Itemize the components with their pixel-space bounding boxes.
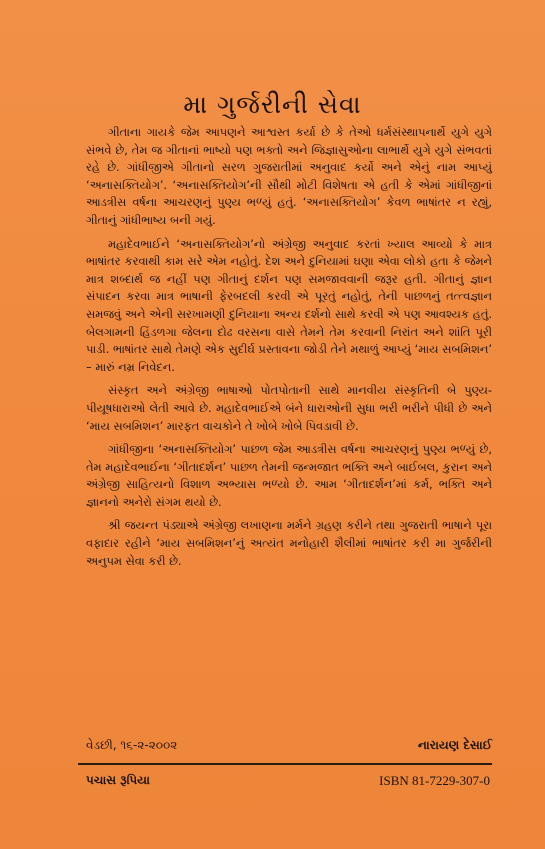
- place-date: વેડછી, ૧૬-૨-૨૦૦૨: [86, 738, 178, 752]
- paragraph-3: સંસ્કૃત અને અંગ્રેજી ભાષાઓ પોતપોતાની સાથે માનવીય સંસ્કૃતિની બે પુણ્ય-પીયૂષધારાઓ લેતી આવે છે. મહાદેવભાઈએ બંને ધારાઓની સુધા ભરી ભરીને પીધી છે અને ‘માય સબમિશન’ મારફત વાચકોને તે ખોબે ખોબે પિવડાવી છે.: [86, 383, 492, 433]
- divider: [78, 763, 492, 765]
- author-signature: નારાયણ દેસાઈ: [417, 738, 492, 752]
- paragraph-2: મહાદેવભાઈને ‘અનાસક્તિયોગ’નો અંગ્રેજી અનુવાદ કરતાં ખ્યાલ આવ્યો કે માત્ર ભાષાંતર કરવાથી કામ સરે એમ નહોતું. દેશ અને દુનિયામાં ઘણા એવા લોકો હતા કે જેમને માત્ર શબ્દાર્થ જ નહીં પણ ગીતાનું દર્શન પણ સમજાવવાની જરૂર હતી. ગીતાનું જ્ઞાન સંપાદન કરવા માત્ર ભાષાની ફેરબદલી કરવી એ પૂરતું નહોતું, તેની પાછળનું તત્ત્વજ્ઞાન સમજવું અને એની સરખામણી દુનિયાના અન્ય દર્શનો સાથે કરવી એ પણ આવશ્યક હતું. બેલગામની હિંડળગા જેલના દોઢ વરસના વાસે તેમને તેમ કરવાની નિરાંત અને શાંતિ પૂરી પાડી. ભાષાંતર સાથે તેમણે એક સુદીર્ઘ પ્રસ્તાવના જોડી તેને મથાળું આપ્યું ‘માય સબમિશન’ – મારું નમ્ર નિવેદન.: [86, 236, 492, 374]
- signature-line: [86, 738, 492, 753]
- price: પચાસ રૂપિયા: [86, 773, 150, 787]
- paragraph-4: ગાંધીજીના ‘અનાસક્તિયોગ’ પાછળ જેમ આડત્રીસ વર્ષના આચરણનું પુણ્ય ભળ્યું છે, તેમ મહાદેવભાઈના ‘ગીતાદર્શન’ પાછળ તેમની જન્મજાત ભક્તિ અને બાઈબલ, કુરાન અને અંગ્રેજી સાહિત્યનો વિશાળ અભ્યાસ ભળ્યો છે. આમ ‘ગીતાદર્શન’માં કર્મ, ભક્તિ અને જ્ઞાનનો અનેરો સંગમ થયો છે.: [86, 442, 492, 509]
- paragraph-5: શ્રી જયન્ત પંડ્યાએ અંગ્રેજી લખાણના મર્મને ગ્રહણ કરીને તથા ગુજરાતી ભાષાને પૂરા વફાદાર રહીને ‘માય સબમિશન’નું અત્યંત મનોહારી શૈલીમાં ભાષાંતર કરી મા ગુર્જરીની અનુપમ સેવા કરી છે.: [86, 518, 492, 568]
- isbn: ISBN 81-7229-307-0: [379, 773, 490, 788]
- paragraph-1: ગીતાના ગાયકે જેમ આપણને આશ્વસ્ત કર્યા છે કે તેઓ ધર્મસંસ્થાપનાર્થે યુગે યુગે સંભવે છે, તેમ જ ગીતાનાં ભાષ્યો પણ ભક્તો અને જિજ્ઞાસુઓના લાભાર્થે યુગે યુગે સંભવતાં રહે છે. ગાંધીજીએ ગીતાનો સરળ ગુજરાતીમાં અનુવાદ કર્યો અને એનું નામ આપ્યું ‘અનાસક્તિયોગ’. ‘અનાસક્તિયોગ’ની સૌથી મોટી વિશેષતા એ હતી કે એમાં ગાંધીજીનાં આડત્રીસ વર્ષના આચરણનું પુણ્ય ભળ્યું હતું. ‘અનાસક્તિયોગ’ કેવળ ભાષાંતર ન રહ્યું, ગીતાનું ગાંધીભાષ્ય બની ગયું.: [86, 125, 492, 227]
- price-isbn-line: [86, 773, 490, 789]
- page-title: મા ગુર્જરીની સેવા: [183, 90, 362, 119]
- foreword-text: [86, 124, 492, 576]
